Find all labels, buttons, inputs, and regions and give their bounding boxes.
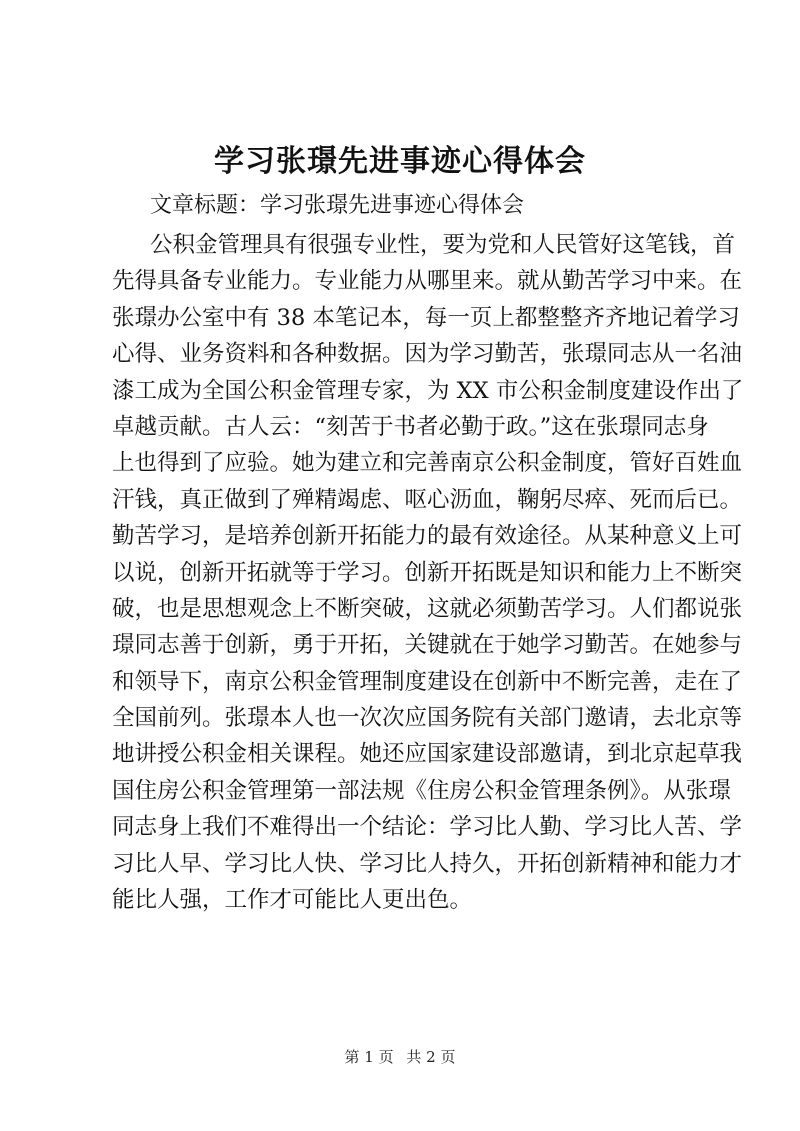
body-line: 卓越贡献。古人云：“刻苦于书者必勤于政。”这在张璟同志身 [112,413,709,440]
page-number: 第 1 页 [344,1048,394,1066]
page-total: 共 2 页 [406,1048,456,1066]
body-line: 漆工成为全国公积金管理专家，为 XX 市公积金制度建设作出了 [112,377,744,404]
body-line: 公积金管理具有很强专业性，要为党和人民管好这笔钱，首 [150,232,736,258]
body-line: 习比人早、学习比人快、学习比人持久，开拓创新精神和能力才 [112,850,743,877]
body-line: 上也得到了应验。她为建立和完善南京公积金制度，管好百姓血 [112,450,743,477]
body-line: 国住房公积金管理第一部法规《住房公积金管理条例》。从张璟 [112,777,731,804]
article-subtitle: 文章标题：学习张璟先进事迹心得体会 [150,193,525,218]
body-line: 地讲授公积金相关课程。她还应国家建设部邀请，到北京起草我 [112,741,743,768]
body-line: 全国前列。张璟本人也一次次应国务院有关部门邀请，去北京等 [112,705,743,732]
body-line: 汗钱，真正做到了殚精竭虑、呕心沥血，鞠躬尽瘁、死而后已。 [112,486,743,513]
body-paragraph [112,227,744,918]
body-line: 勤苦学习，是培养创新开拓能力的最有效途径。从某种意义上可 [112,523,743,550]
body-line: 璟同志善于创新，勇于开拓，关键就在于她学习勤苦。在她参与 [112,632,743,659]
body-line: 破，也是思想观念上不断突破，这就必须勤苦学习。人们都说张 [112,595,743,622]
body-line: 同志身上我们不难得出一个结论：学习比人勤、学习比人苦、学 [112,814,743,841]
page-footer [0,1047,800,1067]
body-line: 心得、业务资料和各种数据。因为学习勤苦，张璟同志从一名油 [112,341,743,368]
body-line: 能比人强，工作才可能比人更出色。 [112,887,473,914]
document-title: 学习张璟先进事迹心得体会 [214,144,586,179]
body-line: 以说，创新开拓就等于学习。创新开拓既是知识和能力上不断突 [112,559,743,586]
body-line: 张璟办公室中有 38 本笔记本，每一页上都整整齐齐地记着学习 [112,304,740,331]
body-line: 先得具备专业能力。专业能力从哪里来。就从勤苦学习中来。在 [112,268,743,295]
body-line: 和领导下，南京公积金管理制度建设在创新中不断完善，走在了 [112,668,743,695]
